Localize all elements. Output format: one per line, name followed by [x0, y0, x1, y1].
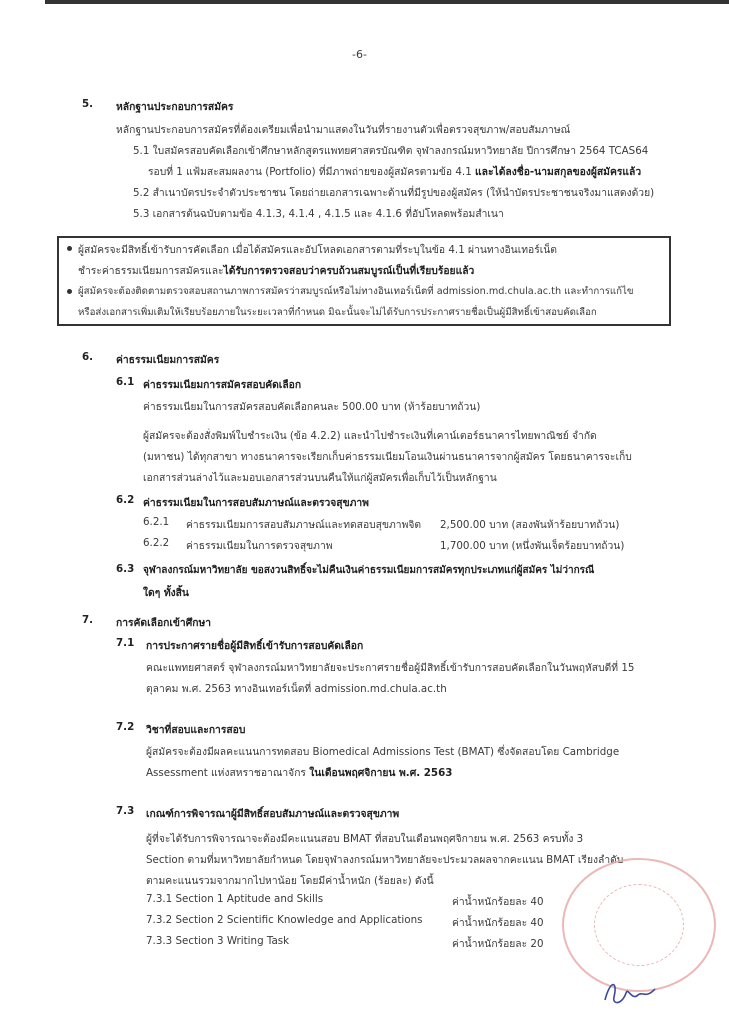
section-7-1-line2: ตุลาคม พ.ศ. 2563 ทางอินเทอร์เน็ตที่ admission.md.chula.ac.th: [146, 683, 447, 695]
notice-2-line1: ผู้สมัครจะต้องติดตามตรวจสอบสถานภาพการสมัครว่าสมบูรณ์หรือไม่ทางอินเทอร์เน็ตที่ admission.md.chula.ac.th และทำการแก้ไข: [78, 286, 634, 297]
page-number: -6-: [352, 48, 367, 61]
section-5-1-line1: 5.1 ใบสมัครสอบคัดเลือกเข้าศึกษาหลักสูตรแพทยศาสตรบัณฑิต จุฬาลงกรณ์มหาวิทยาลัย ปีการศึกษา 2564 TCAS64: [133, 145, 649, 157]
notice-1-line2-text: ชำระค่าธรรมเนียมการสมัครและ: [78, 265, 224, 277]
section-5-2: 5.2 สำเนาบัตรประจำตัวประชาชน โดยถ่ายเอกสารเฉพาะด้านที่มีรูปของผู้สมัคร (ให้นำบัตรประชาชนจริงมาแสดงด้วย): [133, 187, 655, 199]
section-7-2-line2-text: Assessment แห่งสหราชอาณาจักร: [146, 767, 306, 779]
section-7-3-number: 7.3: [116, 805, 135, 817]
notice-1-line1: ผู้สมัครจะมีสิทธิ์เข้ารับการคัดเลือก เมื่อได้สมัครและอัปโหลดเอกสารตามที่ระบุในข้อ 4.1 ผ่านทางอินเทอร์เน็ต: [78, 244, 557, 256]
university-seal-stamp: [562, 858, 716, 992]
section-7-title: การคัดเลือกเข้าศึกษา: [116, 617, 212, 629]
signature: [600, 975, 660, 1010]
top-border: [45, 0, 729, 4]
section-6-2-title: ค่าธรรมเนียมในการสอบสัมภาษณ์และตรวจสุขภาพ: [143, 497, 369, 509]
section-7-3-title: เกณฑ์การพิจารณาผู้มีสิทธิ์สอบสัมภาษณ์และตรวจสุขภาพ: [146, 808, 400, 820]
section-6-1-number: 6.1: [116, 376, 135, 388]
section-6-1-title: ค่าธรรมเนียมการสมัครสอบคัดเลือก: [143, 379, 302, 391]
section-5-1-line2: [148, 163, 641, 180]
section-6-1-para-line2: (มหาชน) ได้ทุกสาขา ทางธนาคารจะเรียกเก็บค่าธรรมเนียมโอนเงินผ่านธนาคารจากผู้สมัคร โดยธนาคารจะเก็บ: [143, 451, 632, 463]
bullet-dot: [67, 246, 72, 251]
notice-1-line2: [78, 262, 474, 279]
section-7-2-line1: ผู้สมัครจะต้องมีผลคะแนนการทดสอบ Biomedical Admissions Test (BMAT) ซึ่งจัดสอบโดย Cambridge: [146, 746, 620, 758]
fee-number: 6.2.2: [143, 537, 170, 549]
notice-1-line2-bold: ได้รับการตรวจสอบว่าครบถ้วนสมบูรณ์เป็นที่เรียบร้อยแล้ว: [223, 265, 475, 277]
fee-amount: 1,700.00 บาท (หนึ่งพันเจ็ดร้อยบาทถ้วน): [440, 540, 625, 552]
section-6-3-line2: ใดๆ ทั้งสิ้น: [143, 587, 189, 599]
bmat-section-weight: ค่าน้ำหนักร้อยละ 40: [452, 917, 544, 929]
bullet-dot: [67, 289, 72, 294]
section-6-1-para-line3: เอกสารส่วนล่างไว้และมอบเอกสารส่วนบนคืนให้แก่ผู้สมัครเพื่อเก็บไว้เป็นหลักฐาน: [143, 472, 497, 484]
section-6-title: ค่าธรรมเนียมการสมัคร: [116, 354, 220, 366]
section-6-1-para-line1: ผู้สมัครจะต้องสั่งพิมพ์ใบชำระเงิน (ข้อ 4.2.2) และนำไปชำระเงินที่เคาน์เตอร์ธนาคารไทยพาณิชย์ จำกัด: [143, 430, 597, 442]
section-7-1-title: การประกาศรายชื่อผู้มีสิทธิ์เข้ารับการสอบคัดเลือก: [146, 640, 364, 652]
section-7-3-line2: Section ตามที่มหาวิทยาลัยกำหนด โดยจุฬาลงกรณ์มหาวิทยาลัยจะประมวลผลจากคะแนน BMAT เรียงลำดับ: [146, 854, 624, 866]
section-5-1-line2-text: รอบที่ 1 แฟ้มสะสมผลงาน (Portfolio) ที่มีภาพถ่ายของผู้สมัครตามข้อ 4.1: [148, 166, 472, 178]
section-5-3: 5.3 เอกสารต้นฉบับตามข้อ 4.1.3, 4.1.4 , 4.1.5 และ 4.1.6 ที่อัปโหลดพร้อมสำเนา: [133, 208, 504, 220]
section-6-2-number: 6.2: [116, 494, 135, 506]
bmat-section-label: 7.3.2 Section 2 Scientific Knowledge and Applications: [146, 914, 423, 926]
bmat-section-label: 7.3.3 Section 3 Writing Task: [146, 935, 290, 947]
section-7-3-line3: ตามคะแนนรวมจากมากไปหาน้อย โดยมีค่าน้ำหนัก (ร้อยละ) ดังนี้: [146, 875, 434, 887]
section-7-1-number: 7.1: [116, 637, 135, 649]
section-6-3-line1: จุฬาลงกรณ์มหาวิทยาลัย ขอสงวนสิทธิ์จะไม่คืนเงินค่าธรรมเนียมการสมัครทุกประเภทแก่ผู้สมัคร ไม่ว่ากรณี: [143, 565, 595, 576]
section-7-2-number: 7.2: [116, 721, 135, 733]
section-5-number: 5.: [82, 98, 94, 110]
seal-inner-ring: [594, 884, 684, 966]
section-7-2-line2-bold: ในเดือนพฤศจิกายน พ.ศ. 2563: [309, 767, 453, 779]
bmat-section-label: 7.3.1 Section 1 Aptitude and Skills: [146, 893, 324, 905]
notice-2-line2: หรือส่งเอกสารเพิ่มเติมให้เรียบร้อยภายในระยะเวลาที่กำหนด มิฉะนั้นจะไม่ได้รับการประกาศรายชื่อเป็นผู้มีสิทธิ์เข้าสอบคัดเลือก: [78, 307, 597, 318]
section-5-intro: หลักฐานประกอบการสมัครที่ต้องเตรียมเพื่อนำมาแสดงในวันที่รายงานตัวเพื่อตรวจสุขภาพ/สอบสัมภาษณ์: [116, 124, 571, 136]
section-7-2-title: วิชาที่สอบและการสอบ: [146, 724, 246, 736]
bmat-section-weight: ค่าน้ำหนักร้อยละ 40: [452, 896, 544, 908]
section-6-1-text: ค่าธรรมเนียมในการสมัครสอบคัดเลือกคนละ 500.00 บาท (ห้าร้อยบาทถ้วน): [143, 401, 481, 413]
section-5-1-line2-bold: และได้ลงชื่อ-นามสกุลของผู้สมัครแล้ว: [475, 166, 642, 178]
section-6-3-number: 6.3: [116, 563, 135, 575]
section-5-title: หลักฐานประกอบการสมัคร: [116, 101, 234, 113]
section-7-1-line1: คณะแพทยศาสตร์ จุฬาลงกรณ์มหาวิทยาลัยจะประกาศรายชื่อผู้มีสิทธิ์เข้ารับการสอบคัดเลือกในวันพฤหัสบดีที่ 15: [146, 662, 635, 674]
bmat-section-weight: ค่าน้ำหนักร้อยละ 20: [452, 938, 544, 950]
fee-number: 6.2.1: [143, 516, 170, 528]
fee-amount: 2,500.00 บาท (สองพันห้าร้อยบาทถ้วน): [440, 519, 620, 531]
section-7-3-line1: ผู้ที่จะได้รับการพิจารณาจะต้องมีคะแนนสอบ BMAT ที่สอบในเดือนพฤศจิกายน พ.ศ. 2563 ครบทั้ง 3: [146, 833, 584, 845]
section-7-2-line2: [146, 764, 452, 781]
section-6-number: 6.: [82, 351, 94, 363]
fee-label: ค่าธรรมเนียมในการตรวจสุขภาพ: [186, 540, 333, 552]
fee-label: ค่าธรรมเนียมการสอบสัมภาษณ์และทดสอบสุขภาพจิต: [186, 519, 422, 531]
section-7-number: 7.: [82, 614, 94, 626]
